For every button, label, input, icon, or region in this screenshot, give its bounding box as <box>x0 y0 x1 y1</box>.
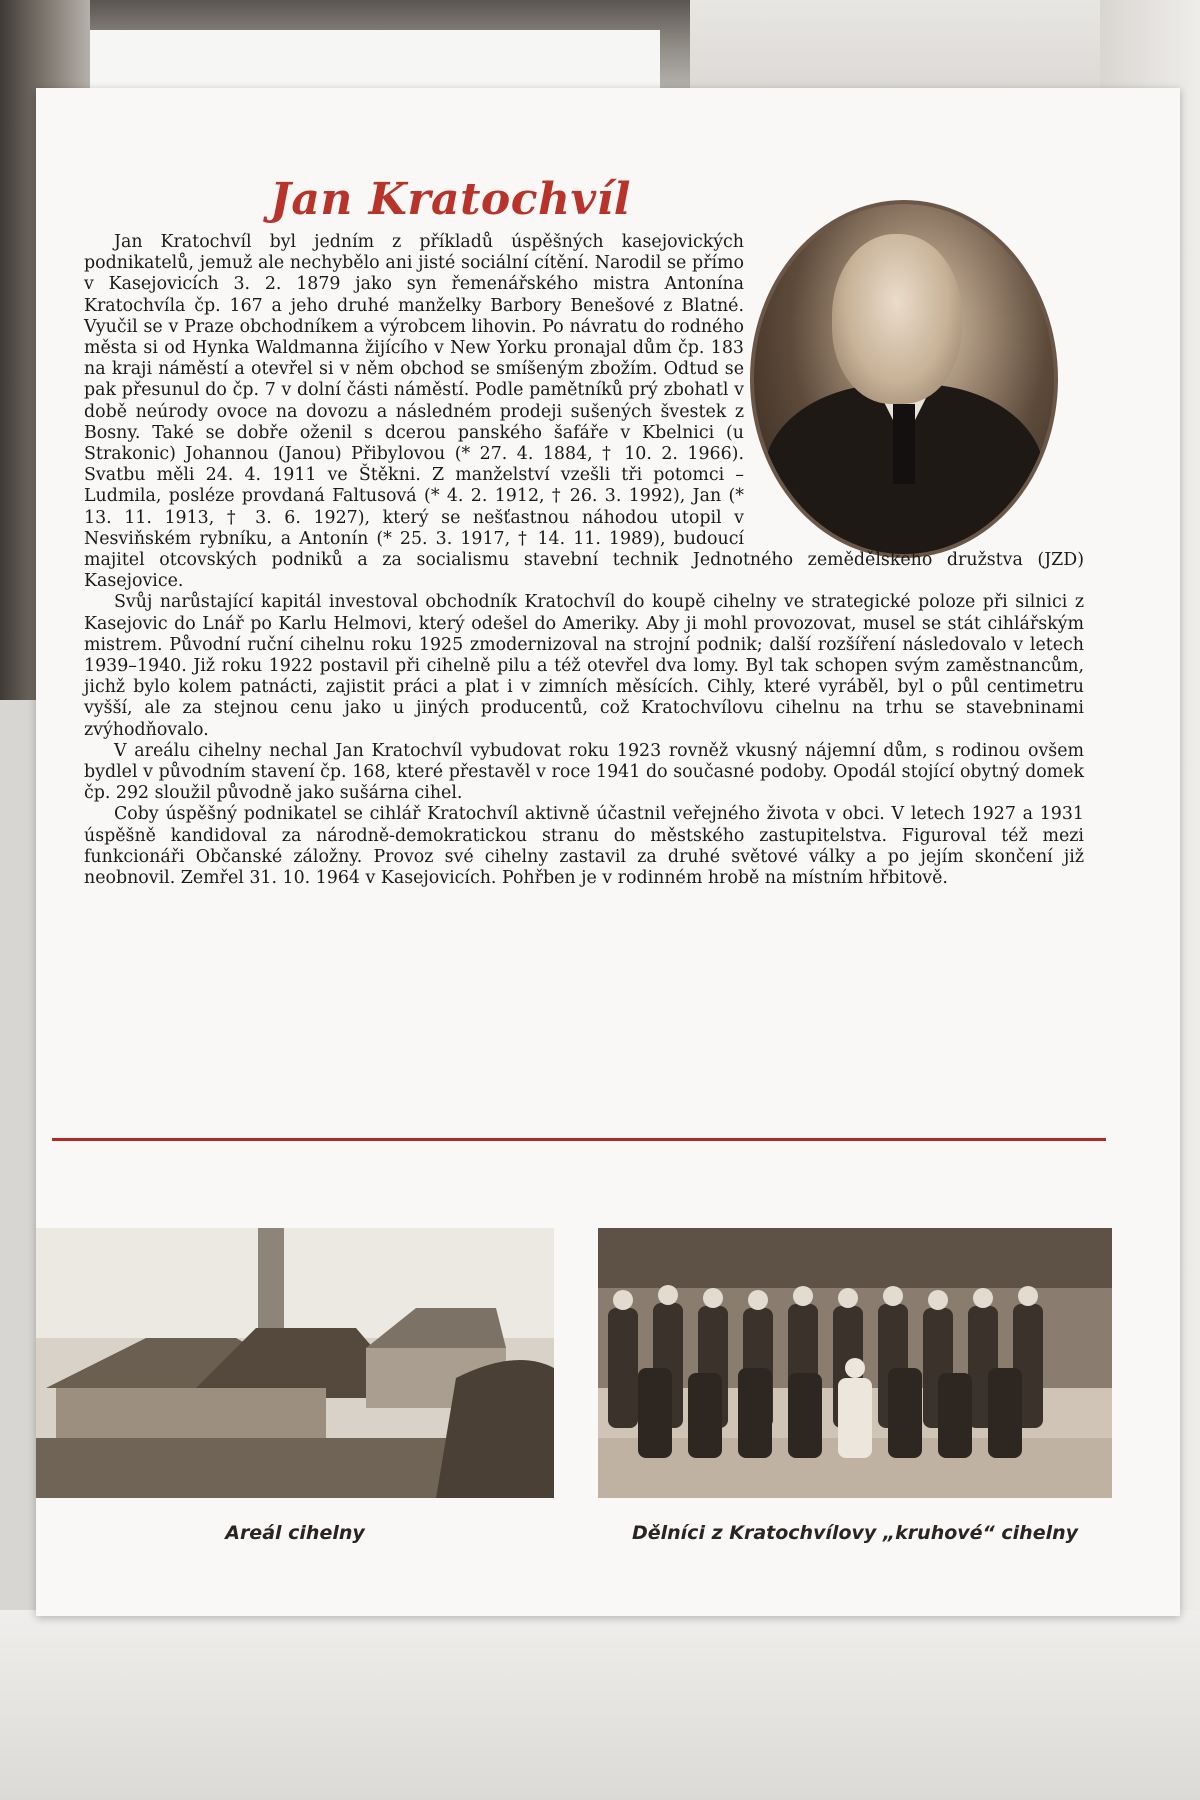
caption-brickworks: Areál cihelny <box>225 1522 365 1544</box>
biography-text <box>84 232 1084 889</box>
paragraph-3: V areálu cihelny nechal Jan Kratochvíl vybudovat roku 1923 rovněž vkusný nájemní dům, s rodinou ovšem bydlel v původním stavení čp. 168, které přestavěl v roce 1941 do současné podoby. Opodál stojící obytný domek čp. 292 sloužil původně jako sušárna cihel. <box>84 740 1084 804</box>
workers-photo-image <box>598 1228 1112 1498</box>
info-panel <box>36 88 1180 1616</box>
wall-bottom <box>0 1610 1200 1800</box>
workers-photo <box>598 1228 1112 1498</box>
red-divider <box>52 1138 1106 1141</box>
brickworks-photo <box>36 1228 554 1498</box>
panel-title: Jan Kratochvíl <box>270 174 632 225</box>
brickworks-photo-image <box>36 1228 554 1498</box>
paragraph-4: Coby úspěšný podnikatel se cihlář Kratochvíl aktivně účastnil veřejného života v obci. V letech 1927 a 1931 úspěšně kandidoval za národně-demokratickou stranu do městského zastupitelstva. Figuroval též mezi funkcionáři Občanské záložny. Provoz své cihelny zastavil za druhé světové války a po jejím skončení již neobnovil. Zemřel 31. 10. 1964 v Kasejovicích. Pohřben je v rodinném hrobě na místním hřbitově. <box>84 804 1084 889</box>
paragraph-1: Jan Kratochvíl byl jedním z příkladů úspěšných kasejovických podnikatelů, jemuž ale nechybělo ani jisté sociální cítění. Narodil se přímo v Kasejovicích 3. 2. 1879 jako syn řemenářského mistra Antonína Kratochvíla čp. 167 a jeho druhé manželky Barbory Benešové z Blatné. Vyučil se v Praze obchodníkem a výrobcem lihovin. Po návratu do rodného města si od Hynka Waldmanna žijícího v New Yorku pronajal dům čp. 183 na kraji náměstí a otevřel si v něm obchod se smíšeným zbožím. Odtud se pak přesunul do čp. 7 v dolní části náměstí. Podle pamětníků prý zbohatl v době neúrody ovoce na dovozu a následném prodeji sušených švestek z Bosny. Také se dobře oženil s dcerou panského šafáře v Kbelnici (u Strakonic) Johannou (Janou) Přibylovou (* 27. 4. 1884, † 10. 2. 1966). Svatbu měli 24. 4. 1911 ve Štěkni. Z manželství vzešli tři potomci – Ludmila, posléze provdaná Faltusová (* 4. 2. 1912, † 26. 3. 1992), Jan (* 13. 11. 1913, † 3. 6. 1927), který se nešťastnou náhodou utopil v Nesviňském rybníku, a Antonín (* 25. 3. 1917, † 14. 11. 1989), budoucí majitel otcovských podniků a za socialismu stavební technik Jednotného zemědělského družstva (JZD) Kasejovice. <box>84 232 1084 592</box>
portrait-text-spacer <box>754 232 1084 532</box>
paragraph-2: Svůj narůstající kapitál investoval obchodník Kratochvíl do koupě cihelny ve strategické poloze při silnici z Kasejovic do Lnář po Karlu Helmovi, který odešel do Ameriky. Aby ji mohl provozovat, musel se stát cihlářským mistrem. Původní ruční cihelnu roku 1925 zmodernizoval na strojní podnik; další rozšíření následovalo v letech 1939–1940. Již roku 1922 postavil při cihelně pilu a též otevřel dva lomy. Byl tak schopen svým zaměstnancům, jichž bylo kolem patnácti, zajistit práci a plat i v zimních měsících. Cihly, které vyráběl, byl o půl centimetru vyšší, ale za stejnou cenu jako u jiných producentů, což Kratochvílovu cihelnu na trhu se stavebninami zvýhodňovalo. <box>84 592 1084 740</box>
caption-workers: Dělníci z Kratochvílovy „kruhové“ cihelny <box>631 1522 1079 1544</box>
